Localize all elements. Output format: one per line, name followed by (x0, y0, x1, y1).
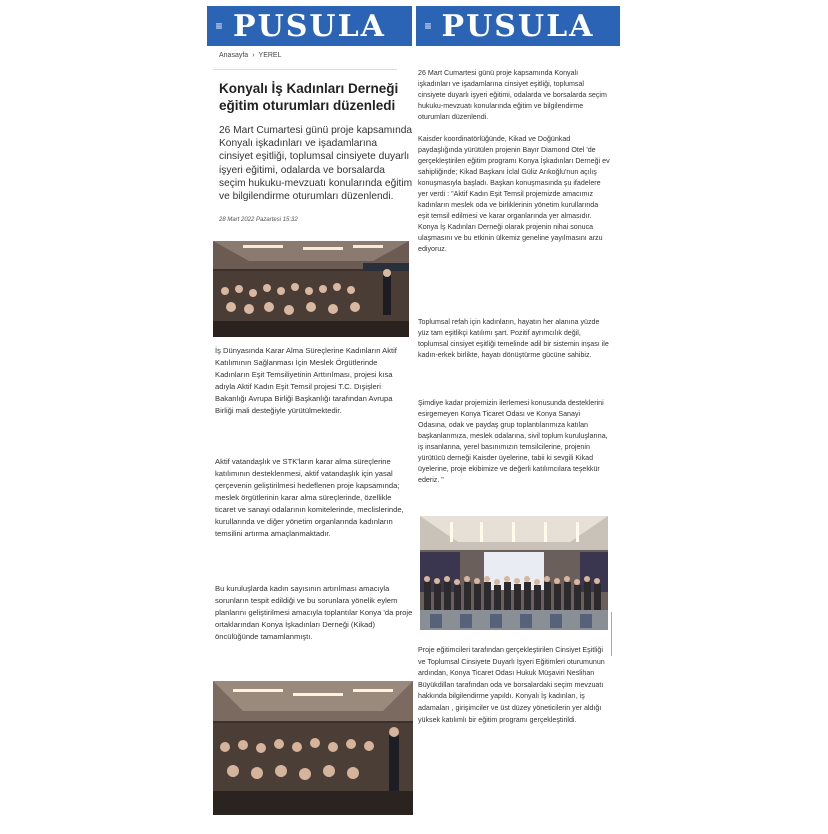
masthead-left (207, 6, 412, 46)
hamburger-icon[interactable]: ≡ (424, 19, 432, 33)
right-paragraph-block-4 (418, 398, 610, 486)
article-paragraph: Şimdiye kadar projemizin ilerlemesi konusunda desteklerini esirgemeyen Konya Ticaret Odası ve Konya Sanayi Odasına, odak ve paydaş grup toplantılarımıza katılan başkanlarımıza, meslek odalarına, sivil toplum kuruluşlarına, iş insanlarına, yerel basınımızın temsilcilerine, projenin yürütücü derneği Kaisder üyelerine, tabii ki sevgili Kikad üyelerine, proje ekibimize ve değerli katılımcılara teşekkür ederiz. " (418, 399, 608, 484)
article-photo-2 (420, 516, 608, 630)
article-paragraph: Kaisder koordinatörlüğünde, Kikad ve Doğünkad paydaşlığında yürütülen projenin Bayır Diamond Otel 'de gerçekleştirilen eğitim programı Konya İşkadınları Derneği ev sahipliğinde; Kikad Başkanı İclal Güliz Arıkoğlu'nun açılış konuşmasıyla başladı. Başkan konuşmasında şu ifadelere yer verdi : "Aktif Kadın Eşit Temsil projemizde amacımız kadınların meslek oda ve birliklerinin yönetim kurullarında eşit temsil edilmesi ve karar organlarında yer almasıdır. Konya İş Kadınları Derneği olarak projenin nihai sonuca ulaşmasını ve bu etkinin ülkemiz geneline yayılmasını arzu ediyoruz. (418, 135, 610, 253)
left-paragraph-block-2 (215, 456, 413, 540)
right-paragraph-block-2 (418, 134, 610, 255)
article-lead: 26 Mart Cumartesi günü proje kapsamında Konyalı işkadınları ve işadamlarına cinsiyet eşitliği, toplumsal cinsiyete duyarlı işyeri eğitimi, odalarda ve borsalarda seçim hukuku-mevzuatı konularında eğitim ve bilgilendirme oturumları düzenlendi. (219, 125, 413, 203)
article-photo-1 (213, 241, 409, 337)
breadcrumb (219, 52, 413, 59)
hamburger-icon[interactable]: ≡ (215, 19, 223, 33)
site-logo[interactable]: PUSULA (233, 8, 386, 44)
masthead-right (416, 6, 620, 46)
article-paragraph: Toplumsal refah için kadınların, hayatın her alanına yüzde yüz tam eşitlikçi katılımı şart. Pozitif ayrımcılık değil, toplumsal cinsiyet eşitliği temelinde adil bir sistemin inşası ile kadın-erkek birlikte, hayatı dönüştürme gücüne sahibiz. (418, 318, 609, 359)
article-title: Konyalı İş Kadınları Derneği eğitim oturumları düzenledi (219, 81, 399, 113)
left-column (213, 52, 413, 223)
right-paragraph-block-3 (418, 317, 610, 361)
article-date: 28 Mart 2022 Pazartesi 15:32 (219, 217, 298, 224)
breadcrumb-section[interactable]: YEREL (258, 52, 282, 59)
article-paragraph: Proje eğitimcileri tarafından gerçekleştirilen Cinsiyet Eşitliği ve Toplumsal Cinsiyete Duyarlı İşyeri Eğitimleri oturumunun ardından, Konya Ticaret Odası Hukuk Müşaviri Neslihan Büyükdillan tarafından oda ve borsalardaki seçim mevzuatı hakkında bilgilendirme yapıldı. Konyalı İş kadınları, iş adamaları , girişimciler ve üst düzey yöneticilerin yer aldığı yüksek katılımlı bir eğitim programı gerçekleştirildi. (418, 646, 605, 724)
article-photo-3 (213, 681, 413, 815)
article-paragraph: 26 Mart Cumartesi günü proje kapsamında Konyalı işkadınları ve işadamlarına cinsiyet eşitliği, toplumsal cinsiyete duyarlı işyeri eğitimi, odalarda ve borsalarda seçim hukuku-mevzuatı konularında eğitim ve bilgilendirme oturumları düzenlendi. (418, 69, 607, 121)
article-paragraph: İş Dünyasında Karar Alma Süreçlerine Kadınların Aktif Katılımının Sağlanması İçin Meslek Örgütlerinde Kadınların Eşit Temsiliyetinin Arttırılması, projesi kısa adıyla Aktif Kadın Eşit Temsil projesi T.C. Dışişleri Bakanlığı Avrupa Birliği Başkanlığı tarafından Avrupa Birliği mali desteğiyle yürütülmektedir. (215, 346, 397, 415)
right-paragraph-block-5 (418, 645, 610, 726)
article-paragraph: Aktif vatandaşlık ve STK'ların karar alma süreçlerine katılımının desteklenmesi, aktif vatandaşlık için yasal çerçevenin geliştirilmesi hedeflenen proje kapsamında; meslek örgütlerinin karar alma süreçlerinde, özellikle ticaret ve sanayi odalarının komitelerinde, meclislerinde, kurullarında ve diğer yönetim organlarında kadınların temsilini artırma amaçlanmaktadır. (215, 457, 404, 538)
divider (213, 69, 397, 70)
right-column (418, 68, 610, 123)
breadcrumb-home[interactable]: Anasayfa (219, 52, 249, 59)
left-paragraph-block-3 (215, 583, 413, 643)
breadcrumb-separator: › (252, 52, 255, 59)
article-paragraph: Bu kuruluşlarda kadın sayısının artırılması amacıyla sorunların tespit edildiği ve bu sorunlara yönelik eylem planlarını geliştirilmesi amacıyla toplantılar Konya 'da proje ortaklarından Konya İşkadınları Derneği (Kikad) öncülüğünde tamamlanmıştı. (215, 584, 413, 641)
left-paragraph-block-1 (215, 345, 413, 417)
site-logo[interactable]: PUSULA (441, 8, 595, 44)
scrollbar-indicator (611, 612, 612, 656)
